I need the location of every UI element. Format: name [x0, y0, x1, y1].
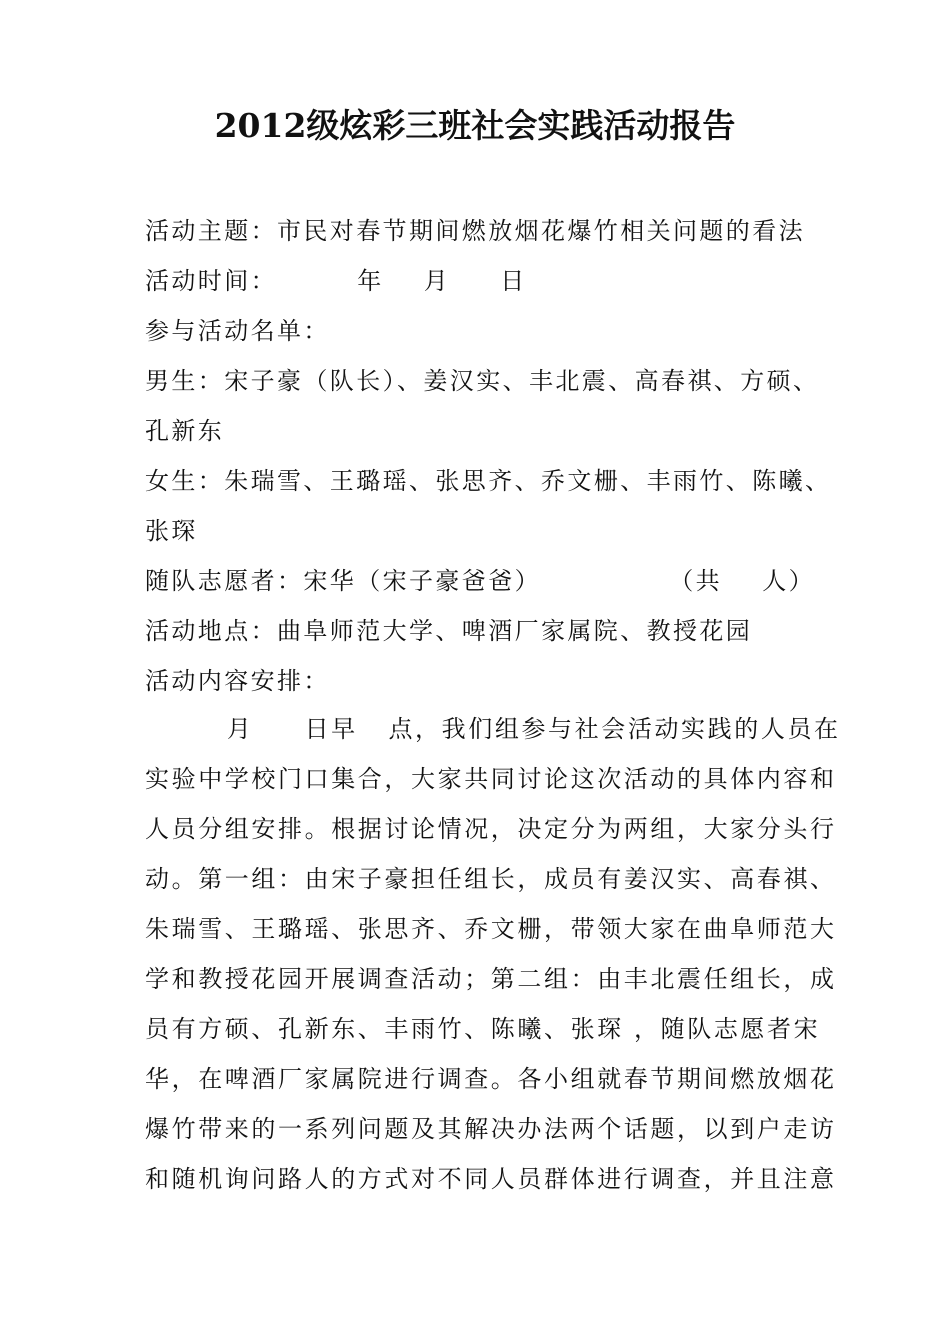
- boys-list-line-2: 孔新东: [145, 417, 225, 445]
- activity-location: 活动地点：曲阜师范大学、啤酒厂家属院、教授花园: [145, 617, 753, 645]
- volunteer-line: 随队志愿者：宋华（宋子豪爸爸）: [145, 567, 541, 595]
- paragraph-line: 爆竹带来的一系列问题及其解决办法两个话题，以到户走访: [145, 1115, 837, 1143]
- paragraph-line: 月 日早 点，我们组参与社会活动实践的人员在: [145, 715, 841, 743]
- activity-theme: 活动主题：市民对春节期间燃放烟花爆竹相关问题的看法: [145, 217, 805, 245]
- girls-list-line-2: 张琛: [145, 517, 198, 545]
- body-paragraph: [145, 714, 841, 1214]
- paragraph-line: 实验中学校门口集合，大家共同讨论这次活动的具体内容和: [145, 765, 837, 793]
- volunteer-row: [145, 566, 815, 596]
- participants-label: 参与活动名单：: [145, 317, 330, 345]
- report-title: 2012级炫彩三班社会实践活动报告: [214, 106, 736, 145]
- paragraph-line: 动。第一组：由宋子豪担任组长，成员有姜汉实、高春祺、: [145, 865, 837, 893]
- volunteer-count: （共 人）: [669, 567, 815, 595]
- boys-list-line-1: 男生：宋子豪（队长）、姜汉实、丰北震、高春祺、方硕、: [145, 367, 820, 395]
- paragraph-line: 员有方硕、孔新东、丰雨竹、陈曦、张琛 ，随队志愿者宋: [145, 1015, 821, 1043]
- paragraph-line: 朱瑞雪、王璐瑶、张思齐、乔文栅，带领大家在曲阜师范大: [145, 915, 837, 943]
- paragraph-line: 学和教授花园开展调查活动；第二组：由丰北震任组长，成: [145, 965, 837, 993]
- paragraph-line: 人员分组安排。根据讨论情况，决定分为两组，大家分头行: [145, 815, 837, 843]
- paragraph-line: 华，在啤酒厂家属院进行调查。各小组就春节期间燃放烟花: [145, 1065, 837, 1093]
- activity-time: 活动时间： 年 月 日: [145, 267, 527, 295]
- paragraph-line: 和随机询问路人的方式对不同人员群体进行调查，并且注意: [145, 1165, 837, 1193]
- content-label: 活动内容安排：: [145, 667, 330, 695]
- girls-list-line-1: 女生：朱瑞雪、王璐瑶、张思齐、乔文栅、丰雨竹、陈曦、: [145, 467, 832, 495]
